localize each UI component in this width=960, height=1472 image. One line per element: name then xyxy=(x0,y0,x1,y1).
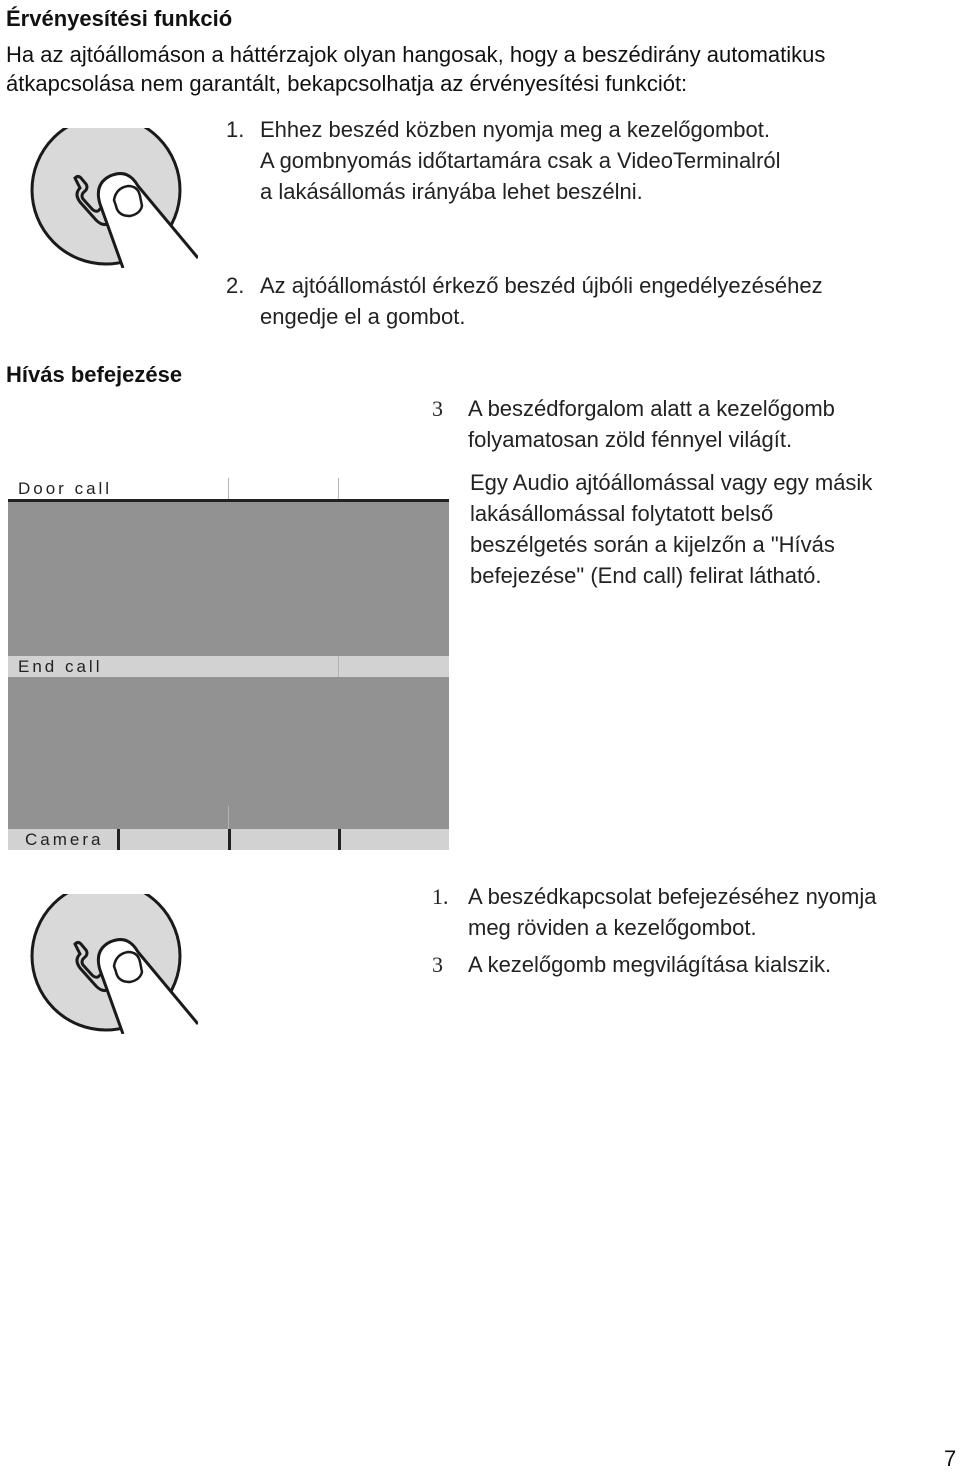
divider xyxy=(338,478,339,499)
result-marker: 3 xyxy=(432,396,443,421)
end-step-1 xyxy=(432,881,876,943)
info-line: lakásállomással folytatott belső xyxy=(470,501,774,526)
step-text: engedje el a gombot. xyxy=(260,304,466,329)
step-text: Az ajtóállomástól érkező beszéd újbóli engedélyezéséhez xyxy=(260,273,823,298)
step-text: a lakásállomás irányába lehet beszélni. xyxy=(260,179,643,204)
end-call-label: End call xyxy=(18,657,103,676)
end-call-heading: Hívás befejezése xyxy=(6,362,183,387)
section-title: Érvényesítési funkció xyxy=(6,6,233,31)
camera-separator xyxy=(228,829,231,850)
camera-separator xyxy=(338,829,341,850)
step-number: 1. xyxy=(432,884,449,909)
intro-line-2: átkapcsolása nem garantált, bekapcsolhatja az érvényesítési funkciót: xyxy=(6,71,688,96)
result-1 xyxy=(432,393,835,455)
camera-separator xyxy=(117,829,120,850)
step-text: meg röviden a kezelőgombot. xyxy=(468,915,757,940)
result-text: A beszédforgalom alatt a kezelőgomb xyxy=(468,396,835,421)
divider xyxy=(228,478,229,499)
info-line: beszélgetés során a kijelzőn a "Hívás xyxy=(470,532,835,557)
video-terminal-display xyxy=(8,478,449,850)
info-line: Egy Audio ajtóállomással vagy egy másik xyxy=(470,470,873,495)
divider xyxy=(338,656,339,677)
divider xyxy=(228,806,229,830)
result-text: A kezelőgomb megvilágítása kialszik. xyxy=(468,952,832,977)
step-1 xyxy=(226,114,781,207)
step-number: 1. xyxy=(226,117,245,142)
hand-pressing-phone-button-icon xyxy=(28,894,198,1034)
page-number: 7 xyxy=(944,1446,957,1471)
result-text: folyamatosan zöld fénnyel világít. xyxy=(468,427,793,452)
door-call-label: Door call xyxy=(18,479,113,498)
info-paragraph xyxy=(470,467,872,591)
intro-line-1: Ha az ajtóállomáson a háttérzajok olyan hangosak, hogy a beszédirány automatikus xyxy=(6,42,826,67)
end-call-bar xyxy=(8,656,449,677)
result-marker: 3 xyxy=(432,952,443,977)
step-2 xyxy=(226,270,823,332)
camera-bar xyxy=(8,829,449,850)
result-2 xyxy=(432,949,831,980)
step-text: Ehhez beszéd közben nyomja meg a kezelőgombot. xyxy=(260,117,770,142)
step-number: 2. xyxy=(226,273,245,298)
info-line: befejezése" (End call) felirat látható. xyxy=(470,563,822,588)
hand-pressing-phone-button-icon xyxy=(28,128,198,268)
step-text: A beszédkapcsolat befejezéséhez nyomja xyxy=(468,884,877,909)
step-text: A gombnyomás időtartamára csak a VideoTerminalról xyxy=(260,148,781,173)
door-call-underline xyxy=(8,499,449,502)
camera-label: Camera xyxy=(25,830,104,849)
